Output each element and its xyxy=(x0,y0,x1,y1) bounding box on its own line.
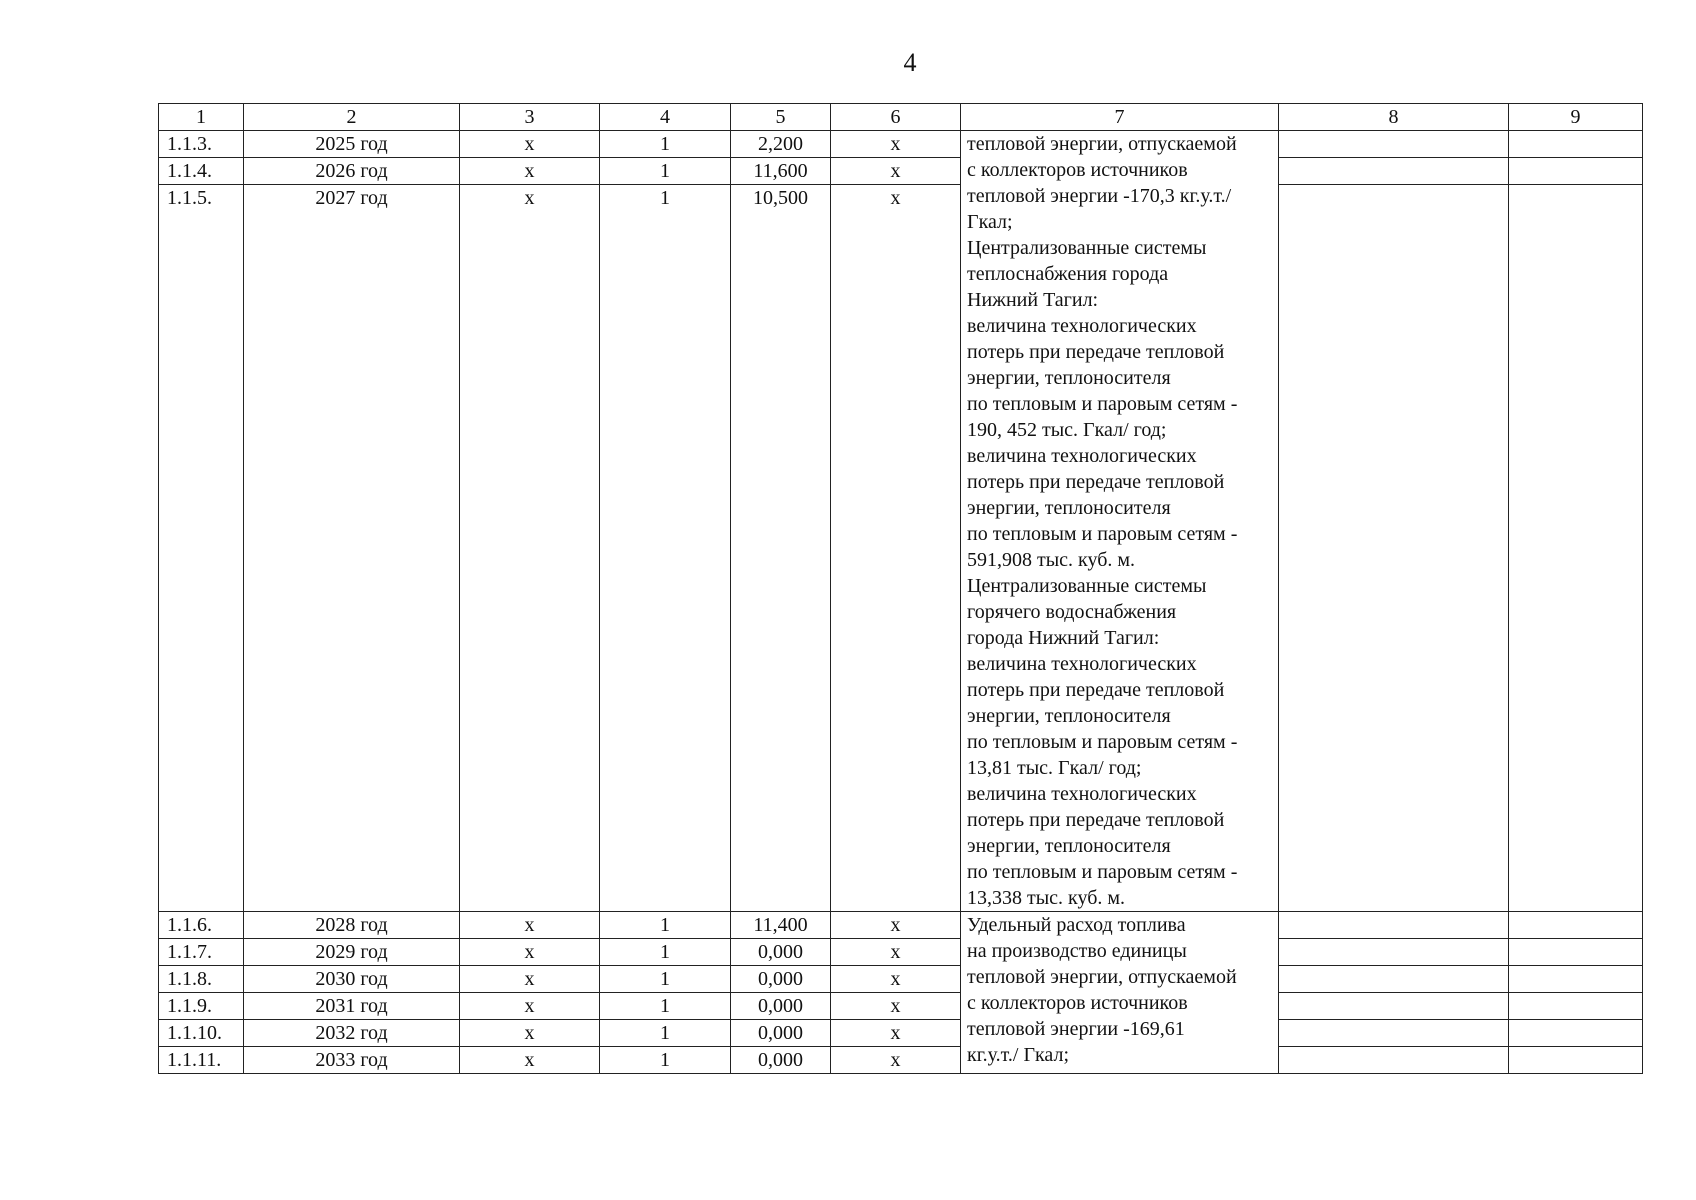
page-number: 4 xyxy=(903,48,917,77)
cell-col8 xyxy=(1279,993,1509,1020)
cell-col5: 0,000 xyxy=(731,1020,831,1047)
text-line: потерь при передаче тепловой xyxy=(967,809,1225,831)
cell-col4: 1 xyxy=(600,1020,731,1047)
cell-col8 xyxy=(1279,966,1509,993)
cell-col5: 11,600 xyxy=(731,158,831,185)
text-line: по тепловым и паровым сетям - xyxy=(967,731,1238,753)
data-table xyxy=(158,103,1643,1074)
cell-col8 xyxy=(1279,1020,1509,1047)
text-line: 13,338 тыс. куб. м. xyxy=(967,887,1126,909)
row-number: 1.1.9. xyxy=(159,993,244,1020)
text-line: города Нижний Тагил: xyxy=(967,627,1160,649)
cell-col8 xyxy=(1279,185,1509,912)
cell-col5: 0,000 xyxy=(731,966,831,993)
cell-col5: 0,000 xyxy=(731,939,831,966)
table-row xyxy=(159,939,1643,966)
text-line: горячего водоснабжения xyxy=(967,601,1177,623)
text-line: по тепловым и паровым сетям - xyxy=(967,393,1238,415)
header-cell: 1 xyxy=(159,104,244,131)
header-cell: 6 xyxy=(831,104,961,131)
cell-col9 xyxy=(1509,1020,1643,1047)
cell-col8 xyxy=(1279,131,1509,158)
header-cell: 7 xyxy=(961,104,1279,131)
text-line: величина технологических xyxy=(967,445,1197,467)
row-year: 2031 год xyxy=(244,993,460,1020)
cell-col6: х xyxy=(831,158,961,185)
table-row xyxy=(159,158,1643,185)
cell-col4: 1 xyxy=(600,939,731,966)
text-line: величина технологических xyxy=(967,315,1197,337)
cell-col6: х xyxy=(831,131,961,158)
cell-col3: х xyxy=(460,966,600,993)
cell-col3: х xyxy=(460,1020,600,1047)
cell-col4: 1 xyxy=(600,966,731,993)
cell-col6: х xyxy=(831,939,961,966)
cell-col9 xyxy=(1509,1047,1643,1074)
row-year: 2030 год xyxy=(244,966,460,993)
text-line: энергии, теплоносителя xyxy=(967,367,1171,389)
text-line: потерь при передаче тепловой xyxy=(967,679,1225,701)
text-line: кг.у.т./ Гкал; xyxy=(967,1044,1070,1066)
cell-col3: х xyxy=(460,1047,600,1074)
text-line: тепловой энергии -170,3 кг.у.т./ xyxy=(967,185,1232,207)
cell-col6: х xyxy=(831,993,961,1020)
text-line: Удельный расход топлива xyxy=(967,914,1186,936)
header-cell: 2 xyxy=(244,104,460,131)
header-cell: 3 xyxy=(460,104,600,131)
row-number: 1.1.4. xyxy=(159,158,244,185)
table-row xyxy=(159,966,1643,993)
text-line: величина технологических xyxy=(967,783,1197,805)
cell-col3: х xyxy=(460,158,600,185)
row-year: 2028 год xyxy=(244,912,460,939)
table-row xyxy=(159,993,1643,1020)
text-line: Нижний Тагил: xyxy=(967,289,1099,311)
cell-col5: 0,000 xyxy=(731,993,831,1020)
cell-col9 xyxy=(1509,185,1643,912)
row-number: 1.1.7. xyxy=(159,939,244,966)
cell-col4: 1 xyxy=(600,185,731,912)
cell-col3: х xyxy=(460,939,600,966)
text-line: потерь при передаче тепловой xyxy=(967,341,1225,363)
cell-col9 xyxy=(1509,912,1643,939)
cell-col9 xyxy=(1509,939,1643,966)
cell-col5: 2,200 xyxy=(731,131,831,158)
row-number: 1.1.6. xyxy=(159,912,244,939)
cell-col4: 1 xyxy=(600,131,731,158)
text-line: тепловой энергии -169,61 xyxy=(967,1018,1185,1040)
cell-col3: х xyxy=(460,912,600,939)
indicator-text-block-1 xyxy=(961,131,1279,912)
text-line: по тепловым и паровым сетям - xyxy=(967,523,1238,545)
cell-col6: х xyxy=(831,1020,961,1047)
header-row xyxy=(159,104,1643,131)
cell-col9 xyxy=(1509,131,1643,158)
header-cell: 9 xyxy=(1509,104,1643,131)
text-line: величина технологических xyxy=(967,653,1197,675)
table-row xyxy=(159,185,1643,912)
row-number: 1.1.10. xyxy=(159,1020,244,1047)
header-cell: 5 xyxy=(731,104,831,131)
cell-col8 xyxy=(1279,912,1509,939)
cell-col5: 10,500 xyxy=(731,185,831,912)
cell-col6: х xyxy=(831,1047,961,1074)
row-year: 2029 год xyxy=(244,939,460,966)
text-line: тепловой энергии, отпускаемой xyxy=(967,133,1237,155)
text-line: 591,908 тыс. куб. м. xyxy=(967,549,1136,571)
header-cell: 8 xyxy=(1279,104,1509,131)
text-line: с коллекторов источников xyxy=(967,992,1188,1014)
cell-col8 xyxy=(1279,158,1509,185)
cell-col3: х xyxy=(460,185,600,912)
text-line: Централизованные системы xyxy=(967,237,1207,259)
cell-col9 xyxy=(1509,158,1643,185)
text-line: 190, 452 тыс. Гкал/ год; xyxy=(967,419,1167,441)
row-number: 1.1.5. xyxy=(159,185,244,912)
cell-col6: х xyxy=(831,966,961,993)
text-line: с коллекторов источников xyxy=(967,159,1188,181)
cell-col5: 11,400 xyxy=(731,912,831,939)
row-year: 2033 год xyxy=(244,1047,460,1074)
text-line: на производство единицы xyxy=(967,940,1187,962)
row-number: 1.1.3. xyxy=(159,131,244,158)
text-line: энергии, теплоносителя xyxy=(967,497,1171,519)
cell-col5: 0,000 xyxy=(731,1047,831,1074)
text-line: теплоснабжения города xyxy=(967,263,1169,285)
text-line: по тепловым и паровым сетям - xyxy=(967,861,1238,883)
text-line: потерь при передаче тепловой xyxy=(967,471,1225,493)
table-row xyxy=(159,1020,1643,1047)
table-row xyxy=(159,131,1643,158)
text-line: тепловой энергии, отпускаемой xyxy=(967,966,1237,988)
cell-col8 xyxy=(1279,1047,1509,1074)
cell-col6: х xyxy=(831,185,961,912)
row-year: 2027 год xyxy=(244,185,460,912)
row-year: 2032 год xyxy=(244,1020,460,1047)
text-line: энергии, теплоносителя xyxy=(967,835,1171,857)
text-line: Централизованные системы xyxy=(967,575,1207,597)
table-row xyxy=(159,912,1643,939)
text-line: 13,81 тыс. Гкал/ год; xyxy=(967,757,1142,779)
cell-col4: 1 xyxy=(600,912,731,939)
text-line: Гкал; xyxy=(967,211,1013,233)
cell-col6: х xyxy=(831,912,961,939)
table-row xyxy=(159,1047,1643,1074)
row-number: 1.1.11. xyxy=(159,1047,244,1074)
row-year: 2025 год xyxy=(244,131,460,158)
row-year: 2026 год xyxy=(244,158,460,185)
cell-col3: х xyxy=(460,993,600,1020)
cell-col4: 1 xyxy=(600,1047,731,1074)
header-cell: 4 xyxy=(600,104,731,131)
cell-col8 xyxy=(1279,939,1509,966)
row-number: 1.1.8. xyxy=(159,966,244,993)
cell-col4: 1 xyxy=(600,158,731,185)
cell-col9 xyxy=(1509,966,1643,993)
cell-col3: х xyxy=(460,131,600,158)
text-line: энергии, теплоносителя xyxy=(967,705,1171,727)
cell-col9 xyxy=(1509,993,1643,1020)
cell-col4: 1 xyxy=(600,993,731,1020)
indicator-text-block-2 xyxy=(961,912,1279,1074)
